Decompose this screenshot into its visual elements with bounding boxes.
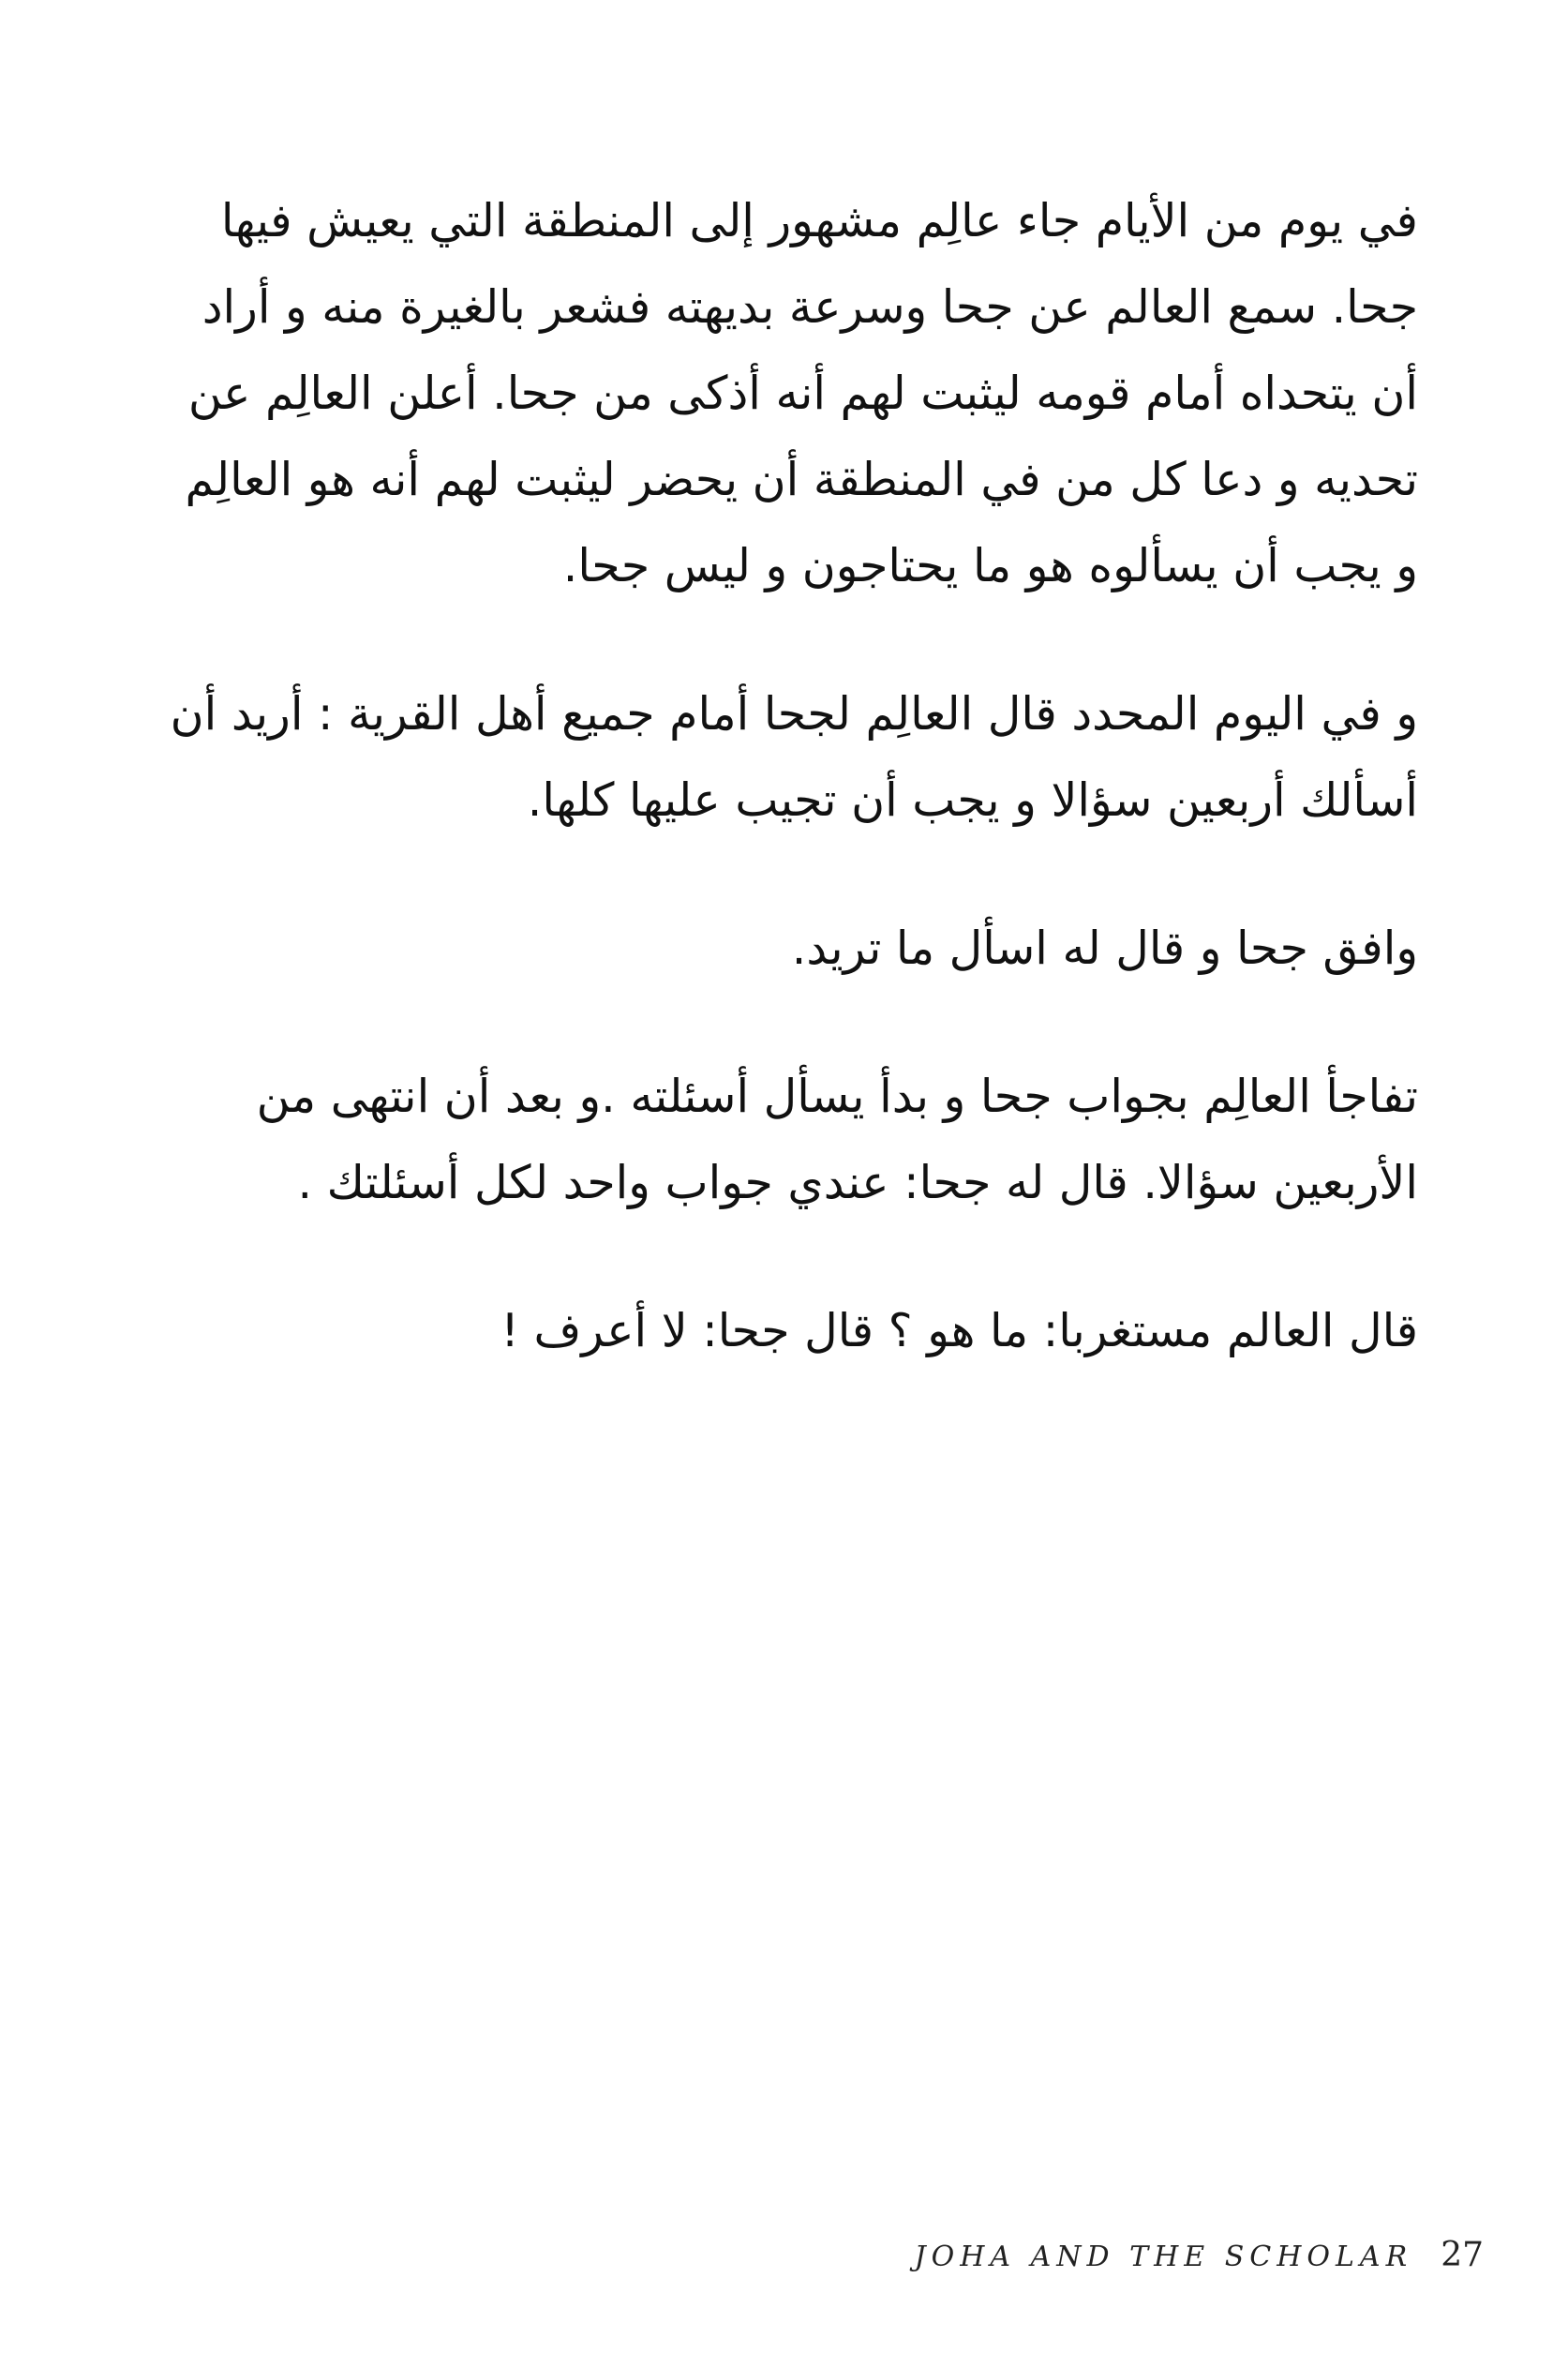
text-line: جحا. سمع العالم عن جحا وسرعة بديهته فشعر بالغيرة منه و أراد — [202, 280, 1418, 334]
story-paragraph-2 — [115, 671, 1418, 844]
page-number: 27 — [1441, 2236, 1484, 2274]
text-line: أن يتحداه أمام قومه ليثبت لهم أنه أذكى من جحا. أعلن العالِم عن — [187, 367, 1418, 420]
text-line: قال العالم مستغربا: ما هو ؟ قال جحا: لا أعرف ! — [500, 1304, 1418, 1357]
text-line: وافق جحا و قال له اسأل ما تريد. — [791, 922, 1418, 975]
text-line: و في اليوم المحدد قال العالِم لجحا أمام جميع أهل القرية : أريد أن — [170, 687, 1418, 741]
story-text — [115, 178, 1418, 1436]
text-line: في يوم من الأيام جاء عالِم مشهور إلى المنطقة التي يعيش فيها — [220, 194, 1418, 247]
story-paragraph-3 — [115, 906, 1418, 992]
text-line: تفاجأ العالِم بجواب جحا و بدأ يسأل أسئلته .و بعد أن انتهى من — [256, 1070, 1418, 1123]
story-paragraph-1 — [115, 178, 1418, 609]
text-line: و يجب أن يسألوه هو ما يحتاجون و ليس جحا. — [562, 539, 1418, 592]
text-line: أسألك أربعين سؤالا و يجب أن تجيب عليها كلها. — [527, 773, 1418, 827]
story-paragraph-5 — [115, 1288, 1418, 1374]
story-paragraph-4 — [115, 1054, 1418, 1226]
text-line: تحديه و دعا كل من في المنطقة أن يحضر ليثبت لهم أنه هو العالِم — [185, 453, 1418, 506]
page-footer — [915, 2236, 1484, 2274]
text-line: الأربعين سؤالا. قال له جحا: عندي جواب واحد لكل أسئلتك . — [297, 1156, 1418, 1209]
running-title: JOHA AND THE SCHOLAR — [914, 2241, 1413, 2273]
